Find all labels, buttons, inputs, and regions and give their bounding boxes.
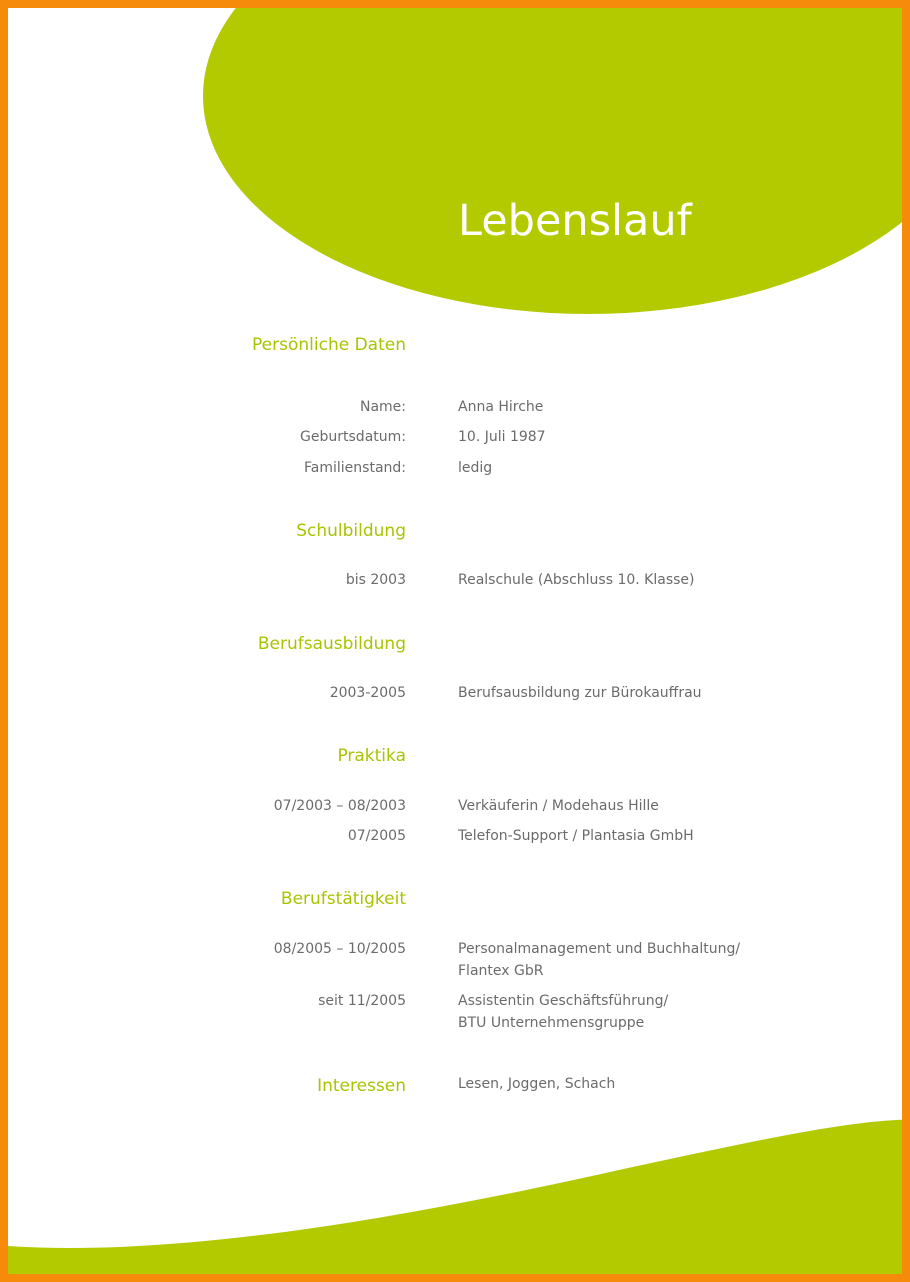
value-internship-2: Telefon-Support / Plantasia GmbH	[458, 828, 694, 844]
bottom-green-wave	[8, 1120, 910, 1282]
label-internship-2-period: 07/2005	[347, 828, 406, 844]
value-internship-1: Verkäuferin / Modehaus Hille	[458, 798, 659, 814]
value-interests: Lesen, Joggen, Schach	[458, 1076, 616, 1092]
label-school-period: bis 2003	[345, 572, 406, 588]
value-work-2	[458, 990, 668, 1034]
label-birthdate: Geburtsdatum:	[300, 429, 406, 445]
top-green-ellipse	[203, 8, 910, 314]
value-birthdate: 10. Juli 1987	[458, 429, 546, 445]
section-heading-personal: Persönliche Daten	[252, 335, 406, 355]
label-training-period: 2003-2005	[329, 685, 406, 701]
label-work-1-period: 08/2005 – 10/2005	[273, 941, 406, 957]
section-heading-training: Berufsausbildung	[257, 634, 406, 654]
value-school: Realschule (Abschluss 10. Klasse)	[458, 572, 695, 588]
label-work-2-period: seit 11/2005	[318, 993, 406, 1009]
value-work-1-line-1: Personalmanagement und Buchhaltung/	[458, 941, 741, 957]
label-name: Name:	[359, 399, 406, 415]
section-heading-work: Berufstätigkeit	[280, 889, 406, 909]
value-work-2-line-1: Assistentin Geschäftsführung/	[458, 993, 669, 1009]
value-name: Anna Hirche	[458, 399, 544, 415]
value-work-1-line-2: Flantex GbR	[458, 963, 544, 979]
value-work-1	[458, 938, 740, 982]
value-training: Berufsausbildung zur Bürokauffrau	[458, 685, 702, 701]
value-work-2-line-2: BTU Unternehmensgruppe	[458, 1015, 645, 1031]
label-internship-1-period: 07/2003 – 08/2003	[273, 798, 406, 814]
value-marital-status: ledig	[458, 460, 493, 476]
page-title: Lebenslauf	[458, 196, 692, 246]
section-heading-internships: Praktika	[337, 746, 406, 766]
label-marital-status: Familienstand:	[304, 460, 406, 476]
section-heading-school: Schulbildung	[296, 521, 406, 541]
section-heading-interests: Interessen	[317, 1076, 406, 1096]
